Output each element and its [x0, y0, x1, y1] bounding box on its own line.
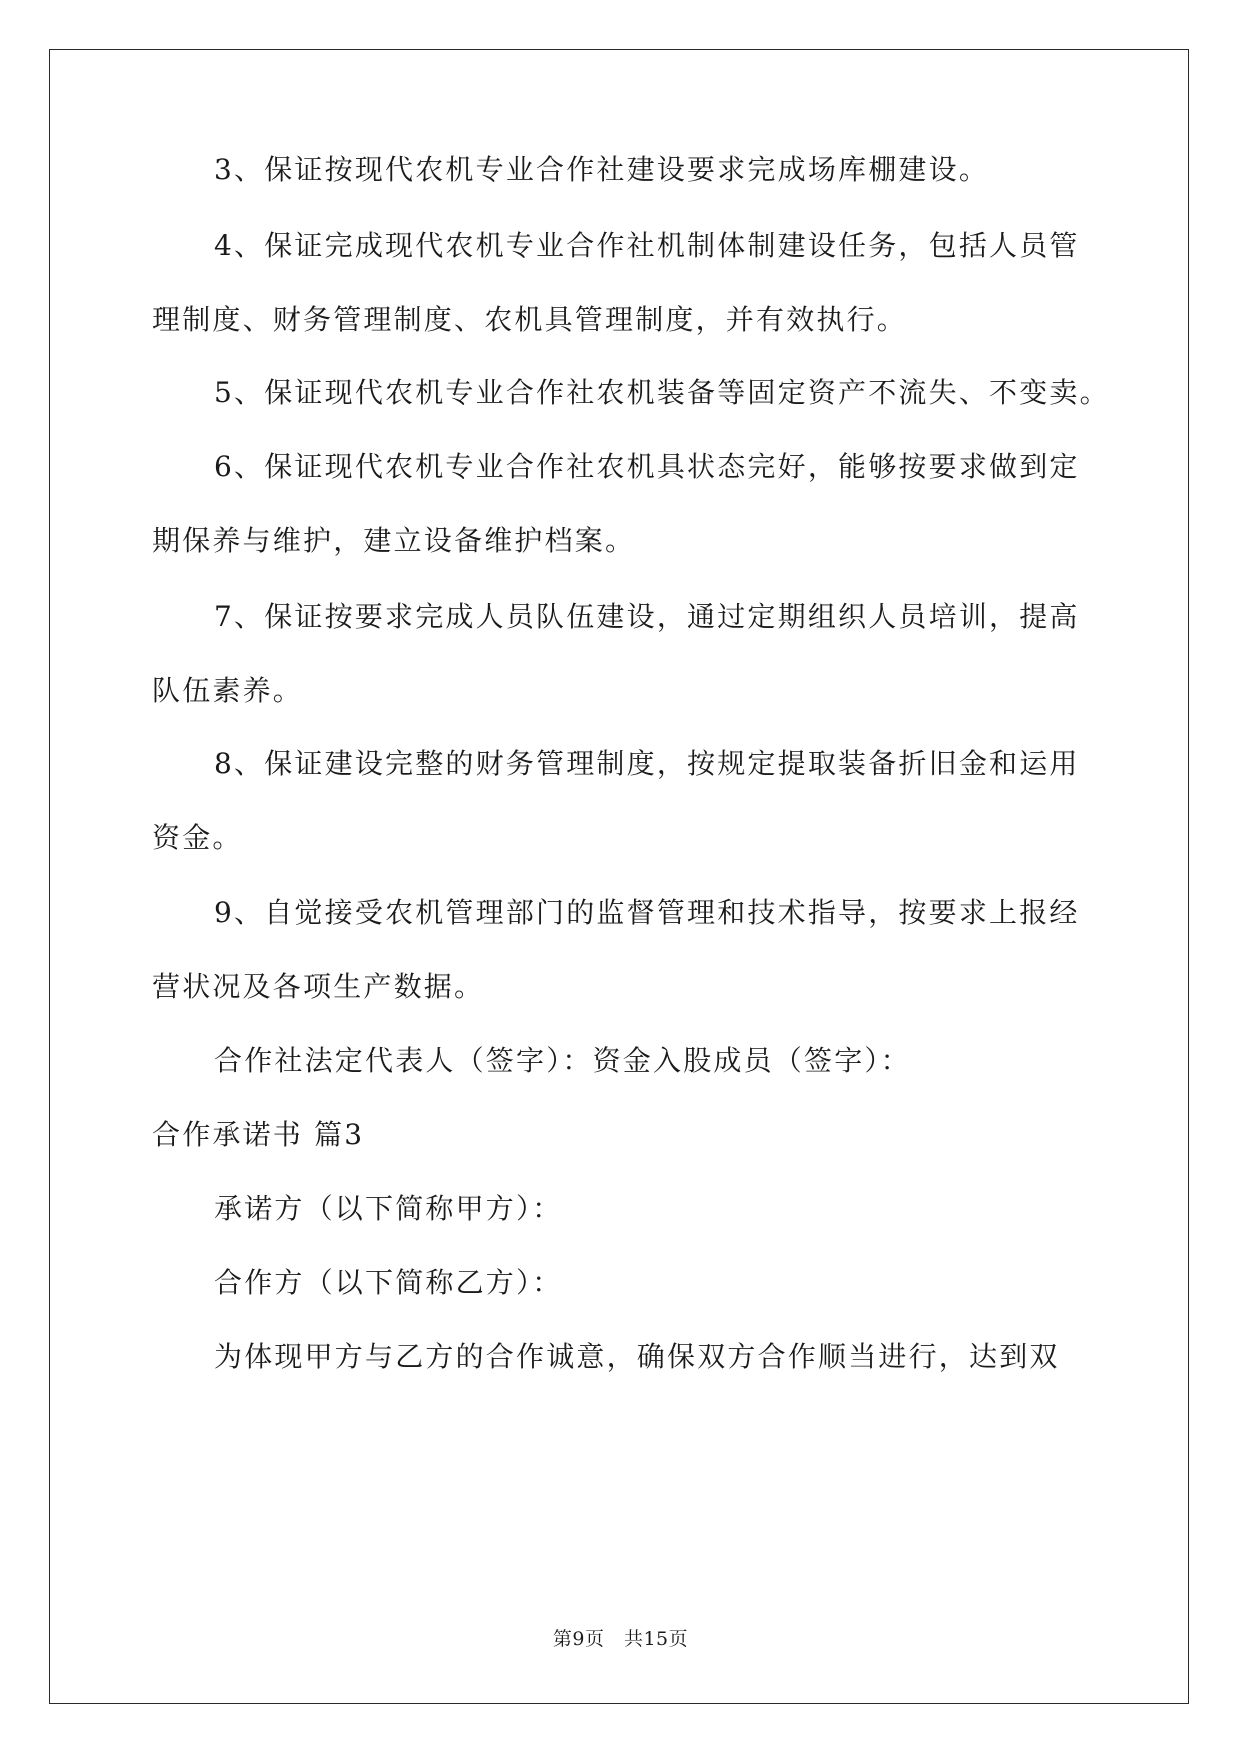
paragraph-item-8-line-1: 8、保证建设完整的财务管理制度，按规定提取装备折旧金和运用 [214, 747, 1080, 780]
paragraph-item-6-line-2: 期保养与维护，建立设备维护档案。 [152, 524, 636, 557]
paragraph-item-9-line-1: 9、自觉接受农机管理部门的监督管理和技术指导，按要求上报经 [214, 896, 1080, 929]
signature-line: 合作社法定代表人（签字）：资金入股成员（签字）： [214, 1044, 911, 1077]
promisor-line: 承诺方（以下简称甲方）： [214, 1192, 563, 1225]
paragraph-item-4-line-1: 4、保证完成现代农机专业合作社机制体制建设任务，包括人员管 [214, 229, 1080, 262]
page-border [49, 49, 1189, 1704]
page-number: 第9页 共15页 [552, 1628, 689, 1650]
paragraph-item-7-line-1: 7、保证按要求完成人员队伍建设，通过定期组织人员培训，提高 [214, 600, 1080, 633]
paragraph-item-3: 3、保证按现代农机专业合作社建设要求完成场库棚建设。 [214, 153, 990, 186]
paragraph-item-9-line-2: 营状况及各项生产数据。 [152, 970, 485, 1003]
paragraph-item-6-line-1: 6、保证现代农机专业合作社农机具状态完好，能够按要求做到定 [214, 450, 1080, 483]
paragraph-item-7-line-2: 队伍素养。 [152, 674, 304, 707]
paragraph-item-5: 5、保证现代农机专业合作社农机装备等固定资产不流失、不变卖。 [214, 376, 1110, 409]
paragraph-item-8-line-2: 资金。 [152, 821, 243, 854]
partner-line: 合作方（以下简称乙方）： [214, 1266, 563, 1299]
paragraph-item-4-line-2: 理制度、财务管理制度、农机具管理制度，并有效执行。 [152, 303, 908, 336]
section-heading: 合作承诺书 篇3 [152, 1118, 365, 1151]
intro-paragraph-line-1: 为体现甲方与乙方的合作诚意，确保双方合作顺当进行，达到双 [214, 1340, 1060, 1373]
